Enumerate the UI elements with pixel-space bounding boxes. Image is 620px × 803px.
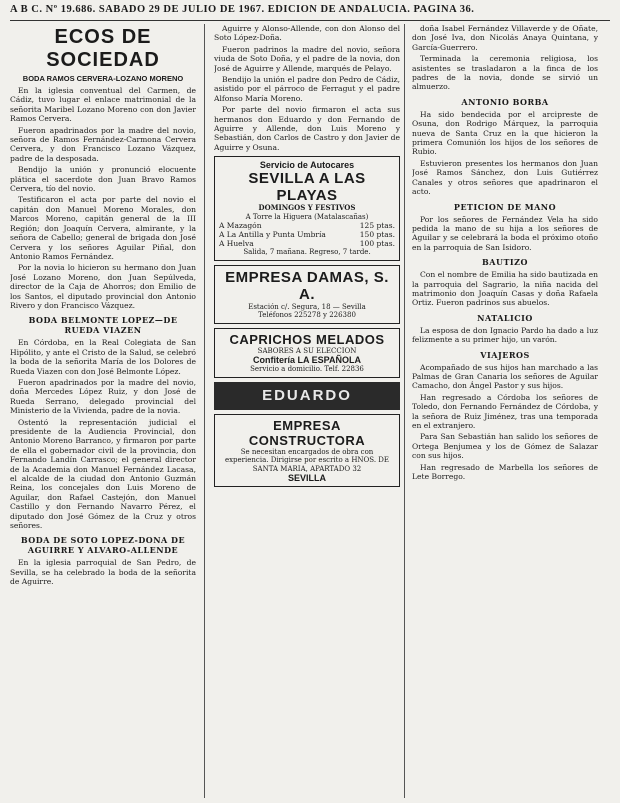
article-title: ANTONIO BORBA bbox=[461, 96, 549, 107]
paragraph: doña Isabel Fernández Villaverde y de Oñate, don José Iva, don Nicolás Anaya Quintana, y García-Guerrero. bbox=[412, 24, 598, 52]
ad-address: Estación c/. Segura, 18 — Sevilla bbox=[248, 302, 366, 311]
paragraph: Han regresado a Córdoba los señores de Toledo, don Fernando Fernández de Córdoba, y la señora de Ruiz Jiménez, tras una temporada en el extranjero. bbox=[412, 392, 598, 430]
ad-price-label: A Mazagón bbox=[219, 221, 262, 231]
article-title: PETICION DE MANO bbox=[453, 201, 557, 212]
ad-title: CAPRICHOS MELADOS bbox=[229, 331, 385, 347]
ad-title: EMPRESA CONSTRUCTORA bbox=[248, 417, 366, 448]
ad-title: SEVILLA A LAS PLAYAS bbox=[248, 170, 366, 205]
ad-heading: Servicio de Autocares bbox=[259, 160, 355, 171]
paragraph: Por la novia lo hicieron su hermano don Juan José Lozano Moreno, don Juan Sepúlveda, director de la Caja de Ahorros; don Emilio de los Santos, el diputado provincial don Antonio Rivero y don Francisco Vázquez. bbox=[10, 263, 196, 310]
ad-constructora bbox=[214, 414, 400, 488]
ad-phones: Teléfonos 225278 y 226380 bbox=[258, 311, 356, 320]
column-1 bbox=[10, 24, 196, 798]
ad-title: EMPRESA DAMAS, S. A. bbox=[225, 268, 389, 303]
article-title: BODA DE SOTO LOPEZ-DONA DE AGUIRRE Y ALVARO-ALLENDE bbox=[20, 535, 186, 556]
section-title: ECOS DE SOCIEDAD bbox=[46, 26, 160, 71]
ad-line: SABORES A SU ELECCION bbox=[257, 346, 357, 355]
paragraph: Estuvieron presentes los hermanos don Juan José Ramos Sánchez, don Luis Gutiérrez Canales y otros señores que apadrinaron el acto. bbox=[412, 158, 598, 197]
column-2 bbox=[214, 24, 400, 798]
ad-departure: Salida, 7 mañana. Regreso, 7 tarde. bbox=[243, 248, 371, 257]
paragraph: Acompañado de sus hijos han marchado a las Palmas de Gran Canaria los señores de Aguilar Camacho, don Ángel Pastor y sus hijos. bbox=[412, 362, 598, 391]
paragraph: Ha sido bendecida por el arcipreste de Osuna, don Rodrigo Márquez, la parroquia nueva de Santa Cruz en la que hicieron la primera Comunión los hijos de los señores de Rubio. bbox=[412, 109, 598, 157]
ad-autocares bbox=[214, 156, 400, 261]
ad-shop: Confitería LA ESPAÑOLA bbox=[252, 355, 361, 366]
ad-text: Se necesitan encargados de obra con experiencia. Dirigirse por escrito a HNOS. DE SANTA MARIA, APARTADO 32 bbox=[224, 447, 390, 473]
article-title: BAUTIZO bbox=[482, 257, 528, 268]
ad-route: A Torre la Higuera (Matalascañas) bbox=[245, 212, 369, 221]
ad-days: DOMINGOS Y FESTIVOS bbox=[258, 203, 356, 213]
paragraph: Por parte del novio firmaron el acta sus hermanos don Eduardo y don Fernando de Aguirre y Allende, don Luis Moreno y Sebastián, don Carlos de Castro y don Javier de Aguirre y Osuna. bbox=[214, 105, 400, 152]
paragraph: En Córdoba, en la Real Colegiata de San Hipólito, y ante el Cristo de la Salud, se celebró la boda de la señorita María de los Dolores de Rueda Viazen con don José Belmonte López. bbox=[10, 338, 196, 376]
ad-price-value: 125 ptas. bbox=[359, 221, 395, 231]
paragraph: Por los señores de Fernández Vela ha sido pedida la mano de su hija a los señores de Aguilar y se celebrará la boda el próximo otoño en la parroquia de San Isidoro. bbox=[412, 214, 598, 252]
ad-price-row bbox=[219, 221, 395, 230]
ad-price-row bbox=[219, 239, 395, 248]
ad-service: Servicio a domicilio. Telf. 22836 bbox=[250, 365, 364, 374]
column-divider bbox=[404, 24, 405, 798]
article-title: BODA BELMONTE LOPEZ—DE RUEDA VIAZEN bbox=[28, 315, 178, 336]
paragraph: Bendijo la unión y pronunció elocuente plática el sacerdote don Juan Bravo Ramos Cervera, tío del novio. bbox=[10, 165, 196, 194]
paragraph: Testificaron el acta por parte del novio el capitán don Manuel Moreno Morales, don Marcos Moreno, capitán general de la III Región; don Joaquín Cervera, almirante, y la señora de Cabello; general de brigada don José Cervera y los señores Aguilar Piñal, don Antonio Ramos Fernández. bbox=[10, 195, 196, 261]
paragraph: Aguirre y Alonso-Allende, con don Alonso del Soto López-Doña. bbox=[214, 24, 400, 43]
paragraph: Fueron apadrinados por la madre del novio, señora de Ramos Fernández-Carmona Cervera Cervera, y don Francisco Lozano Vázquez, padre de la desposada. bbox=[10, 125, 196, 163]
paragraph: Fueron apadrinados por la madre del novio, doña Mercedes López Ruiz, y don José de Rueda Serrano, delegado provincial del Ministerio de la Vivienda, padre de la novia. bbox=[10, 377, 196, 416]
ad-price-label: A Huelva bbox=[219, 239, 254, 249]
paragraph: Terminada la ceremonia religiosa, los asistentes se trasladaron a la finca de los padres de la novia, donde se sirvió un almuerzo. bbox=[412, 54, 598, 92]
ad-price-value: 100 ptas. bbox=[359, 239, 395, 249]
article-title: BODA RAMOS CERVERA-LOZANO MORENO bbox=[22, 74, 184, 83]
article-title: VIAJEROS bbox=[480, 349, 530, 360]
paragraph: Con el nombre de Emilia ha sido bautizada en la parroquia del Sagrario, la niña nacida del matrimonio don Joaquín Casas y doña Rafaela Ortiz. Fueron padrinos sus abuelos. bbox=[412, 270, 598, 308]
paragraph: La esposa de don Ignacio Pardo ha dado a luz felizmente a su primer hijo, un varón. bbox=[412, 325, 598, 345]
ad-city: SEVILLA bbox=[287, 473, 326, 484]
paragraph: Han regresado de Marbella los señores de Lete Borrego. bbox=[412, 462, 598, 482]
paragraph: Ostentó la representación judicial el presidente de la Audiencia Provincial, don Antonio Moreno Barranco, y firmaron por parte de ella el gobernador civil de la provincia, don Fernando Landín Carrasco; el general director de la Academia don Manuel Fernández Lacasa, el alcalde de la ciudad don Antonio Guzmán Reina, los concejales don Luis Moreno de Aguilar, don Rafael Castejón, don Manuel Castillo y don Fernando Navarro Pérez, el diputado don José Gómez de la Cruz y otros señores. bbox=[10, 417, 196, 531]
ad-stamp-banner: EDUARDO bbox=[214, 382, 400, 410]
paragraph: Para San Sebastián han salido los señores de Ortega Benjumea y los de Gómez de Salazar con sus hijos. bbox=[412, 432, 598, 461]
column-divider bbox=[204, 24, 205, 798]
paragraph: En la iglesia conventual del Carmen, de Cádiz, tuvo lugar el enlace matrimonial de la señorita Maribel Lozano Moreno con don Javier Ramos Cervera. bbox=[10, 86, 196, 124]
ad-price-row bbox=[219, 230, 395, 239]
article-title: NATALICIO bbox=[477, 312, 533, 323]
paragraph: Fueron padrinos la madre del novio, señora viuda de Soto Doña, y el padre de la novia, don José de Aguirre y Allende, marqués de Pelayo. bbox=[214, 44, 400, 73]
ad-price-label: A La Antilla y Punta Umbría bbox=[219, 230, 326, 240]
page-header: A B C. Nº 19.686. SABADO 29 DE JULIO DE 1967. EDICION DE ANDALUCIA. PAGINA 36. bbox=[10, 4, 610, 21]
ad-caprichos bbox=[214, 328, 400, 378]
paragraph: En la iglesia parroquial de San Pedro, de Sevilla, se ha celebrado la boda de la señorita de Aguirre. bbox=[10, 558, 196, 587]
column-3 bbox=[412, 24, 598, 798]
ad-price-value: 150 ptas. bbox=[359, 230, 395, 240]
ad-empresa-damas bbox=[214, 265, 400, 324]
paragraph: Bendijo la unión el padre don Pedro de Cádiz, asistido por el párroco de Ferragut y el padre Alfonso María Moreno. bbox=[214, 75, 400, 103]
